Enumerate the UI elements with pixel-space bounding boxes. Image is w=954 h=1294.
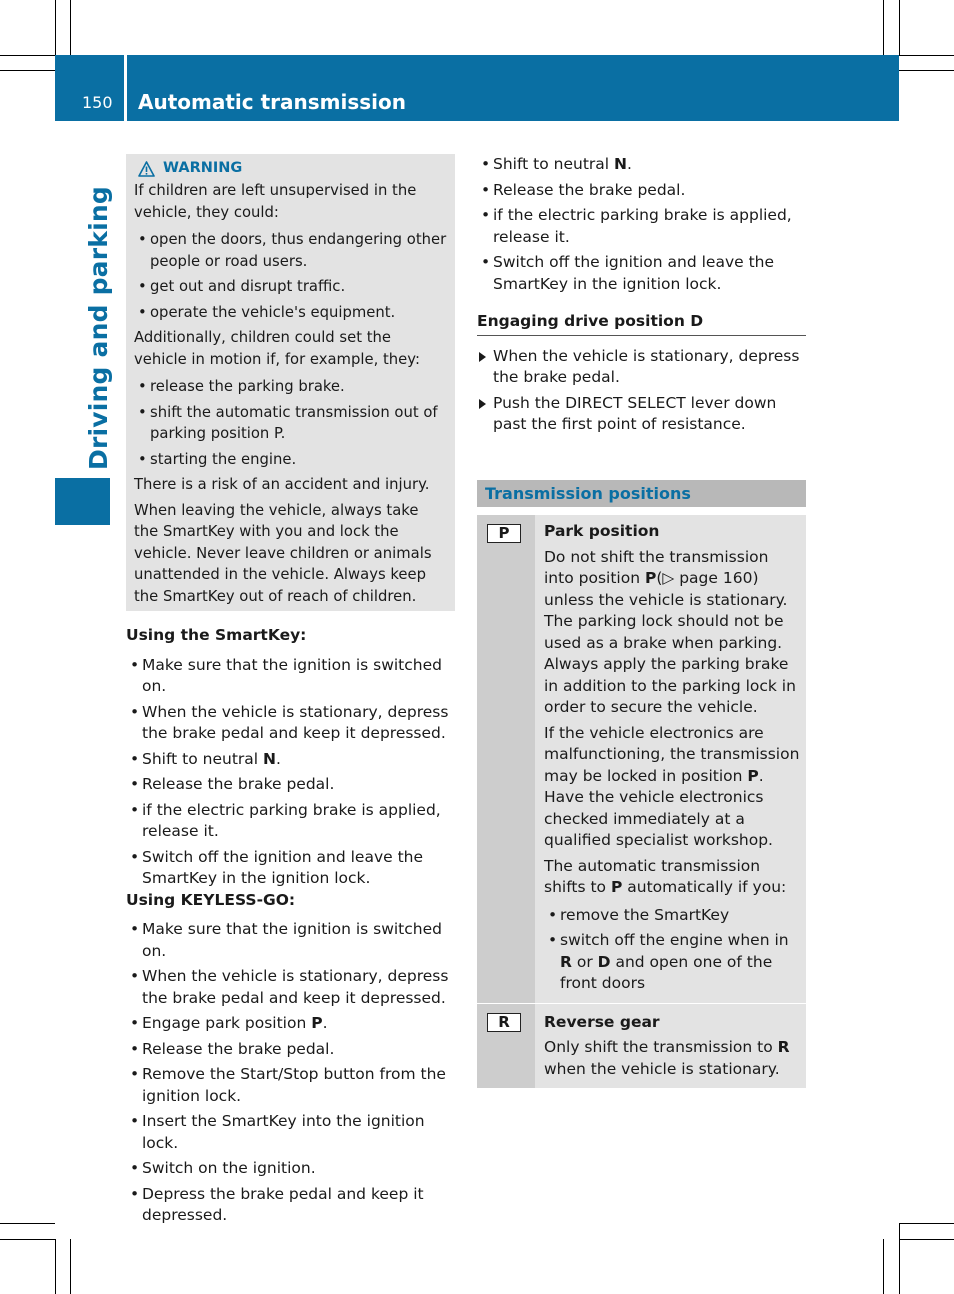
text: switch off the engine when in bbox=[560, 931, 789, 949]
page-number: 150 bbox=[82, 93, 113, 112]
page-title: Automatic transmission bbox=[138, 90, 406, 114]
text: The automatic transmission shifts to bbox=[544, 856, 761, 896]
gear-key: N bbox=[614, 155, 627, 173]
right-column bbox=[477, 154, 809, 440]
text: when the vehicle is stationary. bbox=[544, 1059, 780, 1078]
crop-mark bbox=[70, 1239, 71, 1294]
gear-key: P bbox=[610, 878, 623, 896]
list-item: • Remove the Start/Stop button from the ignition lock. bbox=[126, 1064, 458, 1107]
list-item: • if the electric parking brake is applied, release it. bbox=[126, 800, 458, 843]
list-item bbox=[544, 930, 800, 995]
crop-mark bbox=[0, 55, 55, 56]
list-item: • Release the brake pedal. bbox=[126, 774, 458, 796]
list-item bbox=[477, 154, 809, 176]
text: . Have the vehicle electronics checked immediately at a qualified specialist workshop. bbox=[544, 766, 773, 849]
item-end: . bbox=[276, 749, 281, 768]
gear-key: P bbox=[644, 569, 657, 587]
warning-risk: There is a risk of an accident and injury. bbox=[134, 476, 430, 493]
warning-box bbox=[126, 154, 455, 611]
list-item: • starting the engine. bbox=[134, 449, 447, 471]
crop-mark bbox=[70, 0, 71, 55]
gear-key: R bbox=[560, 952, 572, 971]
list-item: • open the doors, thus endangering other people or road users. bbox=[134, 229, 447, 272]
list-item: • When the vehicle is stationary, depress the brake pedal and keep it depressed. bbox=[126, 966, 458, 1009]
list-item bbox=[126, 749, 458, 771]
crop-mark bbox=[0, 1239, 55, 1240]
reverse-para bbox=[544, 1037, 800, 1080]
keyless-heading: Using KEYLESS-GO: bbox=[126, 890, 296, 909]
list-item: • Switch on the ignition. bbox=[126, 1158, 458, 1180]
list-item: • Depress the brake pedal and keep it depressed. bbox=[126, 1184, 458, 1227]
park-list bbox=[544, 905, 800, 995]
key-cell bbox=[477, 515, 535, 1003]
step-item: Push the DIRECT SELECT lever down past the first point of resistance. bbox=[477, 393, 809, 436]
crop-mark bbox=[899, 1223, 954, 1224]
list-item: • Make sure that the ignition is switched on. bbox=[126, 655, 458, 698]
chapter-title: Driving and parking bbox=[84, 186, 113, 470]
list-item: • if the electric parking brake is applied, release it. bbox=[477, 205, 809, 248]
table-row bbox=[477, 1004, 806, 1089]
text: If the vehicle electronics are malfunctioning, the transmission may be locked in position bbox=[544, 723, 800, 785]
list-item bbox=[126, 1013, 458, 1035]
desc-cell bbox=[535, 1004, 806, 1089]
left-column bbox=[126, 625, 458, 1231]
warning-heading bbox=[138, 158, 447, 180]
list-item: • When the vehicle is stationary, depress the brake pedal and keep it depressed. bbox=[126, 702, 458, 745]
list-item: • Release the brake pedal. bbox=[126, 1039, 458, 1061]
smartkey-heading: Using the SmartKey: bbox=[126, 626, 307, 644]
transmission-heading: Transmission positions bbox=[477, 480, 806, 507]
item-end: . bbox=[627, 155, 632, 173]
continued-list bbox=[477, 154, 809, 295]
gear-key: D bbox=[597, 952, 611, 971]
table-row bbox=[477, 515, 806, 1004]
park-para bbox=[544, 547, 800, 719]
item-text: Engage park position bbox=[142, 1014, 312, 1032]
warning-triangle-icon bbox=[138, 161, 155, 177]
gear-symbol: P bbox=[487, 524, 521, 543]
step-item: When the vehicle is stationary, depress the brake pedal. bbox=[477, 346, 809, 389]
drive-steps bbox=[477, 346, 809, 436]
gear-symbol: R bbox=[487, 1013, 521, 1032]
crop-mark bbox=[883, 0, 884, 55]
list-item: • operate the vehicle's equipment. bbox=[134, 302, 447, 324]
gear-key: P bbox=[311, 1014, 323, 1032]
text: Only shift the transmission to bbox=[544, 1038, 778, 1056]
text: Do not shift the transmission into position bbox=[544, 547, 769, 587]
chapter-tab bbox=[55, 478, 110, 525]
crop-mark bbox=[899, 1239, 954, 1240]
list-item: • Switch off the ignition and leave the SmartKey in the ignition lock. bbox=[126, 847, 458, 890]
desc-cell bbox=[535, 515, 806, 1003]
crop-mark bbox=[883, 1239, 884, 1294]
warning-para: Additionally, children could set the vehicle in motion if, for example, they: bbox=[134, 329, 420, 368]
warning-intro: If children are left unsupervised in the vehicle, they could: bbox=[134, 182, 417, 221]
text: (▷ page 160) unless the vehicle is stationary. The parking lock should not be used as a brake when parking. Always apply the parking brake in addition to the parking lock in order to secure the vehicle. bbox=[544, 569, 796, 716]
text: or bbox=[571, 952, 598, 971]
item-text: Shift to neutral bbox=[142, 749, 264, 768]
position-title: Reverse gear bbox=[544, 1012, 660, 1031]
list-item: • release the parking brake. bbox=[134, 376, 447, 398]
crop-mark bbox=[899, 0, 900, 55]
smartkey-list bbox=[126, 655, 458, 890]
crop-mark bbox=[55, 0, 56, 55]
list-item: • remove the SmartKey bbox=[544, 905, 800, 927]
warning-list bbox=[134, 229, 447, 323]
crop-mark bbox=[0, 1223, 55, 1224]
list-item: • shift the automatic transmission out of parking position P. bbox=[134, 402, 447, 445]
warning-advice: When leaving the vehicle, always take the SmartKey with you and lock the vehicle. Never leave children or animals unattended in the vehicle. Always keep the SmartKey out of reach of children. bbox=[134, 501, 432, 605]
crop-mark bbox=[899, 1223, 900, 1294]
crop-mark bbox=[55, 1239, 56, 1294]
list-item: • get out and disrupt traffic. bbox=[134, 276, 447, 298]
gear-key: P bbox=[747, 766, 759, 785]
header-divider bbox=[124, 55, 127, 121]
park-para bbox=[544, 856, 800, 899]
crop-mark bbox=[899, 55, 954, 56]
key-cell bbox=[477, 1004, 535, 1089]
warning-list bbox=[134, 376, 447, 470]
crop-mark bbox=[899, 70, 954, 71]
item-text: Shift to neutral bbox=[493, 155, 615, 173]
crop-mark bbox=[0, 70, 55, 71]
list-item: • Make sure that the ignition is switched on. bbox=[126, 919, 458, 962]
position-title: Park position bbox=[544, 522, 660, 540]
drive-heading: Engaging drive position D bbox=[477, 311, 806, 336]
text: automatically if you: bbox=[622, 878, 787, 896]
park-para bbox=[544, 723, 800, 852]
list-item: • Switch off the ignition and leave the SmartKey in the ignition lock. bbox=[477, 252, 809, 295]
list-item: • Insert the SmartKey into the ignition lock. bbox=[126, 1111, 458, 1154]
list-item: • Release the brake pedal. bbox=[477, 180, 809, 202]
gear-key: N bbox=[263, 749, 276, 768]
text: and open one of the front doors bbox=[560, 952, 773, 992]
warning-label: WARNING bbox=[163, 160, 243, 177]
gear-key: R bbox=[777, 1038, 790, 1056]
transmission-table bbox=[477, 515, 806, 1088]
keyless-list bbox=[126, 919, 458, 1227]
page-header bbox=[55, 55, 899, 121]
item-end: . bbox=[322, 1014, 328, 1032]
